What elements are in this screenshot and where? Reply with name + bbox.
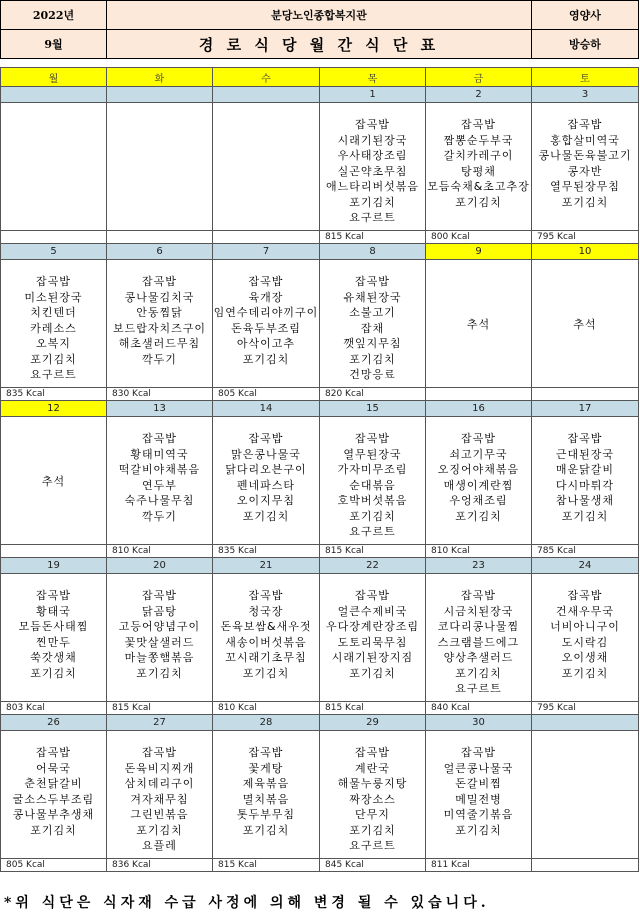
menu-item: 포기김치	[242, 666, 290, 680]
day-number: 5	[1, 244, 107, 260]
day-number: 28	[213, 715, 320, 731]
menu-item: 스크램블드에그	[437, 635, 520, 649]
menu-row	[1, 574, 639, 702]
menu-item: 오이생채	[561, 651, 609, 664]
menu-item: 잡곡밥	[567, 589, 603, 602]
menu-item: 포기김치	[136, 666, 183, 680]
menu-item: 계란국	[355, 761, 390, 775]
menu-item: 쇠고기무국	[449, 447, 508, 461]
menu-item: 멸치볶음	[242, 792, 290, 806]
menu-item: 애느타리버섯볶음	[325, 180, 419, 193]
menu-item: 춘천닭갈비	[24, 777, 83, 790]
menu-item: 포기김치	[455, 509, 502, 523]
menu-item: 우다장계란장조림	[325, 620, 419, 633]
menu-item: 요구르트	[30, 368, 77, 381]
menu-item: 모듬돈사태찜	[18, 620, 89, 633]
menu-item: 콩나물김치국	[124, 290, 195, 304]
menu-item: 요플레	[142, 839, 177, 852]
menu-item: 숙주나물무침	[124, 494, 195, 507]
menu-item: 건새우무국	[555, 604, 615, 618]
menu-item: 꼬시래기초무침	[225, 651, 307, 664]
day-menu	[532, 731, 639, 859]
day-menu	[426, 103, 532, 231]
calorie-value	[1, 545, 107, 558]
menu-item: 해물누룽지탕	[337, 777, 408, 790]
weekday-header: 화	[107, 68, 213, 87]
menu-item: 포기김치	[242, 823, 290, 837]
menu-item: 콩나물부추생채	[12, 808, 95, 821]
menu-item: 코다리콩나물찜	[437, 620, 520, 633]
calorie-value: 795 Kcal	[532, 231, 639, 244]
menu-item: 포기김치	[561, 195, 609, 209]
calorie-value	[532, 859, 639, 872]
day-menu	[213, 417, 320, 545]
menu-item: 포기김치	[30, 823, 77, 837]
menu-item: 마늘쫑햄볶음	[124, 651, 195, 664]
day-menu	[532, 417, 639, 545]
menu-item: 짬뽕순두부국	[443, 133, 514, 147]
menu-item: 탕평채	[461, 164, 496, 178]
menu-item: 요구르트	[349, 211, 396, 224]
menu-item: 잡곡밥	[355, 746, 390, 759]
calorie-value: 815 Kcal	[320, 702, 426, 715]
weekday-header: 월	[1, 68, 107, 87]
menu-item: 포기김치	[561, 666, 609, 680]
menu-item: 매운닭갈비	[555, 463, 615, 476]
menu-item: 잡채	[360, 321, 385, 335]
menu-item: 깍두기	[142, 509, 177, 523]
menu-item: 메밀전병	[455, 792, 502, 806]
day-menu	[1, 103, 107, 231]
menu-item: 포기김치	[349, 352, 396, 366]
menu-item: 잡곡밥	[567, 118, 603, 131]
menu-item: 오복지	[36, 337, 71, 350]
calorie-row	[1, 231, 639, 244]
menu-item: 겨자채무침	[130, 792, 189, 806]
day-menu	[107, 574, 213, 702]
menu-item: 잡곡밥	[461, 589, 496, 602]
menu-item: 얼큰수제비국	[337, 604, 408, 618]
day-menu	[320, 103, 426, 231]
menu-item: 포기김치	[455, 195, 502, 209]
menu-item: 얼큰콩나물국	[443, 761, 514, 775]
calorie-value	[1, 231, 107, 244]
calorie-value: 811 Kcal	[426, 859, 532, 872]
menu-item: 모듬숙채&초고추장	[427, 180, 530, 193]
day-number: 27	[107, 715, 213, 731]
day-number: 20	[107, 558, 213, 574]
menu-item: 잡곡밥	[461, 746, 496, 759]
calorie-value: 795 Kcal	[532, 702, 639, 715]
menu-row	[1, 731, 639, 859]
menu-item: 도토리묵무침	[337, 635, 408, 649]
day-number	[1, 87, 107, 103]
menu-item: 돈육비지찌개	[124, 761, 195, 775]
menu-item: 요구르트	[455, 682, 502, 695]
menu-item: 잡곡밥	[142, 275, 177, 288]
menu-item: 콩자반	[567, 164, 603, 178]
day-menu	[107, 103, 213, 231]
menu-item: 포기김치	[349, 823, 396, 837]
menu-item: 짜장소스	[349, 792, 396, 806]
menu-item: 닭곰탕	[142, 604, 177, 618]
day-number: 24	[532, 558, 639, 574]
menu-item: 안동찜닭	[136, 306, 183, 319]
menu-item: 오징어야채볶음	[437, 463, 520, 476]
menu-item: 건망응료	[349, 368, 396, 381]
day-number-row	[1, 558, 639, 574]
menu-item: 시금치된장국	[443, 604, 514, 618]
day-menu	[426, 260, 532, 388]
menu-item: 우사태장조림	[337, 149, 408, 162]
menu-item: 포기김치	[561, 509, 609, 523]
menu-row	[1, 103, 639, 231]
calorie-value: 800 Kcal	[426, 231, 532, 244]
day-number: 22	[320, 558, 426, 574]
menu-item: 단무지	[355, 808, 390, 821]
day-menu	[213, 574, 320, 702]
calorie-value: 810 Kcal	[213, 702, 320, 715]
month-cell: 9월	[1, 30, 107, 59]
day-number: 8	[320, 244, 426, 260]
menu-item: 포기김치	[455, 823, 502, 837]
menu-item: 그린빈볶음	[130, 808, 189, 821]
menu-item: 새송이버섯볶음	[225, 635, 307, 649]
menu-item: 보드랍자치즈구이	[112, 321, 206, 335]
page-title: 경 로 식 당 월 간 식 단 표	[107, 30, 532, 59]
menu-item: 굴소스두부조림	[12, 792, 95, 806]
menu-item: 근대된장국	[555, 447, 615, 461]
day-number: 13	[107, 401, 213, 417]
menu-item: 맑은콩나물국	[231, 447, 301, 461]
menu-item: 열무된장국	[343, 447, 402, 461]
weekday-header: 금	[426, 68, 532, 87]
menu-item: 해초샐러드무침	[118, 337, 201, 350]
day-menu	[532, 574, 639, 702]
calorie-value: 803 Kcal	[1, 702, 107, 715]
menu-item: 잡곡밥	[142, 746, 177, 759]
day-number: 15	[320, 401, 426, 417]
menu-item: 잡곡밥	[355, 118, 390, 131]
menu-item: 다시마튀각	[555, 478, 615, 492]
menu-item: 톳두부무침	[236, 808, 296, 821]
menu-item: 요구르트	[349, 839, 396, 852]
day-number-row	[1, 244, 639, 260]
day-number: 1	[320, 87, 426, 103]
menu-item: 요구르트	[349, 525, 396, 538]
menu-item: 연두부	[142, 478, 177, 492]
menu-item: 잡곡밥	[142, 432, 177, 445]
menu-item: 시래기된장국	[337, 133, 408, 147]
menu-item: 잡곡밥	[36, 589, 71, 602]
weekday-header: 목	[320, 68, 426, 87]
day-number: 2	[426, 87, 532, 103]
day-menu	[1, 417, 107, 545]
calorie-value	[107, 231, 213, 244]
menu-item: 가자미무조림	[337, 463, 408, 476]
day-menu	[320, 731, 426, 859]
menu-item: 우엉채조림	[449, 494, 508, 507]
day-menu	[1, 731, 107, 859]
holiday-label: 추석	[466, 317, 491, 331]
day-number: 14	[213, 401, 320, 417]
calorie-value	[213, 231, 320, 244]
menu-item: 순대볶음	[349, 478, 396, 492]
menu-item: 황태미역국	[130, 447, 189, 461]
menu-item: 떡갈비야채볶음	[118, 463, 201, 476]
day-number: 6	[107, 244, 213, 260]
day-menu	[320, 574, 426, 702]
menu-item: 삼치데리구이	[124, 777, 195, 790]
day-menu	[1, 574, 107, 702]
menu-item: 잡곡밥	[248, 432, 284, 445]
day-menu	[426, 731, 532, 859]
day-menu	[213, 103, 320, 231]
day-number: 19	[1, 558, 107, 574]
day-number	[107, 87, 213, 103]
calorie-value: 835 Kcal	[1, 388, 107, 401]
day-menu	[1, 260, 107, 388]
menu-item: 포기김치	[349, 666, 396, 680]
header-table	[0, 0, 639, 59]
day-number: 10	[532, 244, 639, 260]
menu-item: 제육볶음	[242, 777, 290, 790]
menu-item: 황태국	[36, 604, 71, 618]
menu-item: 임연수데리야끼구이	[213, 306, 319, 319]
menu-item: 잡곡밥	[355, 432, 390, 445]
menu-item: 꽃게탕	[248, 761, 284, 775]
calorie-row	[1, 388, 639, 401]
day-menu	[426, 574, 532, 702]
menu-item: 잡곡밥	[355, 589, 390, 602]
menu-item: 유채된장국	[343, 290, 402, 304]
holiday-label: 추석	[573, 317, 597, 331]
menu-item: 포기김치	[30, 352, 77, 366]
day-menu	[107, 731, 213, 859]
day-number: 30	[426, 715, 532, 731]
weekday-row	[1, 68, 639, 87]
menu-item: 돈육보쌈&새우젓	[220, 620, 312, 633]
weekday-header: 토	[532, 68, 639, 87]
calorie-value: 830 Kcal	[107, 388, 213, 401]
menu-item: 호박버섯볶음	[337, 494, 408, 507]
menu-item: 포기김치	[30, 666, 77, 680]
calorie-value: 845 Kcal	[320, 859, 426, 872]
menu-item: 참나물생채	[555, 494, 615, 507]
calorie-value: 815 Kcal	[213, 859, 320, 872]
holiday-label: 추석	[41, 474, 66, 488]
menu-row	[1, 417, 639, 545]
year-cell: 2022년	[1, 1, 107, 30]
menu-item: 홍합살미역국	[550, 133, 620, 147]
day-number: 16	[426, 401, 532, 417]
menu-item: 잡곡밥	[461, 118, 496, 131]
menu-item: 포기김치	[349, 195, 396, 209]
center-name: 분당노인종합복지관	[107, 1, 532, 30]
menu-item: 콩나물돈육불고기	[538, 149, 632, 162]
menu-item: 포기김치	[242, 352, 290, 366]
menu-item: 깍두기	[142, 352, 177, 366]
day-menu	[320, 417, 426, 545]
day-number: 12	[1, 401, 107, 417]
menu-item: 펜네파스타	[236, 478, 296, 492]
menu-item: 돈육두부조림	[231, 321, 301, 335]
calorie-value: 815 Kcal	[320, 231, 426, 244]
calorie-value: 810 Kcal	[107, 545, 213, 558]
calorie-value: 805 Kcal	[213, 388, 320, 401]
day-number	[213, 87, 320, 103]
day-menu	[532, 260, 639, 388]
day-number: 23	[426, 558, 532, 574]
menu-item: 잡곡밥	[248, 746, 284, 759]
day-number: 21	[213, 558, 320, 574]
calorie-row	[1, 545, 639, 558]
calorie-value: 805 Kcal	[1, 859, 107, 872]
day-number: 17	[532, 401, 639, 417]
calorie-value: 810 Kcal	[426, 545, 532, 558]
calorie-row	[1, 859, 639, 872]
menu-item: 실곤약초무침	[337, 164, 408, 178]
day-number: 9	[426, 244, 532, 260]
day-menu	[107, 260, 213, 388]
menu-item: 육개장	[248, 290, 284, 304]
menu-item: 미역줄기볶음	[443, 808, 514, 821]
calendar-table	[0, 67, 639, 872]
day-menu	[107, 417, 213, 545]
calorie-value: 836 Kcal	[107, 859, 213, 872]
menu-item: 어묵국	[36, 761, 71, 775]
menu-item: 소불고기	[349, 306, 396, 319]
calorie-value: 785 Kcal	[532, 545, 639, 558]
day-menu	[532, 103, 639, 231]
menu-item: 고등어양념구이	[118, 620, 201, 633]
calorie-value: 835 Kcal	[213, 545, 320, 558]
menu-item: 포기김치	[455, 666, 502, 680]
role-label: 영양사	[532, 1, 639, 30]
calorie-value: 840 Kcal	[426, 702, 532, 715]
calorie-value	[532, 388, 639, 401]
day-menu	[213, 731, 320, 859]
calorie-value	[426, 388, 532, 401]
calorie-value: 815 Kcal	[107, 702, 213, 715]
menu-item: 포기김치	[136, 823, 183, 837]
menu-item: 잡곡밥	[36, 275, 71, 288]
menu-item: 찐만두	[36, 635, 71, 649]
menu-item: 꽃맛살샐러드	[124, 635, 195, 649]
menu-item: 도시락김	[561, 635, 609, 649]
day-number-row	[1, 87, 639, 103]
dietitian-name: 방승하	[532, 30, 639, 59]
day-menu	[320, 260, 426, 388]
menu-item: 청국장	[248, 604, 284, 618]
day-number: 7	[213, 244, 320, 260]
day-number: 26	[1, 715, 107, 731]
day-number	[532, 715, 639, 731]
footer-note: *위 식단은 식자재 수급 사정에 의해 변경 될 수 있습니다.	[4, 895, 490, 911]
menu-item: 잡곡밥	[36, 746, 71, 759]
menu-item: 잡곡밥	[142, 589, 177, 602]
menu-item: 잡곡밥	[248, 275, 284, 288]
menu-item: 잡곡밥	[567, 432, 603, 445]
menu-item: 양상추샐러드	[443, 651, 514, 664]
calorie-row	[1, 702, 639, 715]
day-number: 29	[320, 715, 426, 731]
menu-item: 닭다리오븐구이	[225, 463, 307, 476]
menu-item: 깻잎지무침	[343, 337, 402, 350]
menu-item: 열무된장무침	[550, 180, 620, 193]
calorie-value: 815 Kcal	[320, 545, 426, 558]
menu-item: 갈치카레구이	[443, 149, 514, 162]
menu-item: 카레소스	[30, 321, 77, 335]
menu-item: 매생이계란찜	[443, 478, 514, 492]
calorie-value: 820 Kcal	[320, 388, 426, 401]
menu-item: 잡곡밥	[355, 275, 390, 288]
day-number-row	[1, 715, 639, 731]
menu-row	[1, 260, 639, 388]
day-menu	[426, 417, 532, 545]
menu-item: 미소된장국	[24, 290, 83, 304]
menu-item: 치킨텐더	[30, 306, 77, 319]
menu-item: 쑥갓생채	[30, 651, 77, 664]
menu-item: 잡곡밥	[248, 589, 284, 602]
day-menu	[213, 260, 320, 388]
day-number-row	[1, 401, 639, 417]
menu-item: 너비아니구이	[550, 620, 620, 633]
menu-item: 잡곡밥	[461, 432, 496, 445]
day-number: 3	[532, 87, 639, 103]
menu-item: 아삭이고추	[236, 337, 296, 350]
menu-item: 시래기된장지짐	[331, 651, 414, 664]
menu-item: 오이지무침	[236, 494, 296, 507]
menu-item: 돈갈비찜	[455, 777, 502, 790]
menu-item: 포기김치	[242, 509, 290, 523]
menu-item: 포기김치	[349, 509, 396, 523]
weekday-header: 수	[213, 68, 320, 87]
